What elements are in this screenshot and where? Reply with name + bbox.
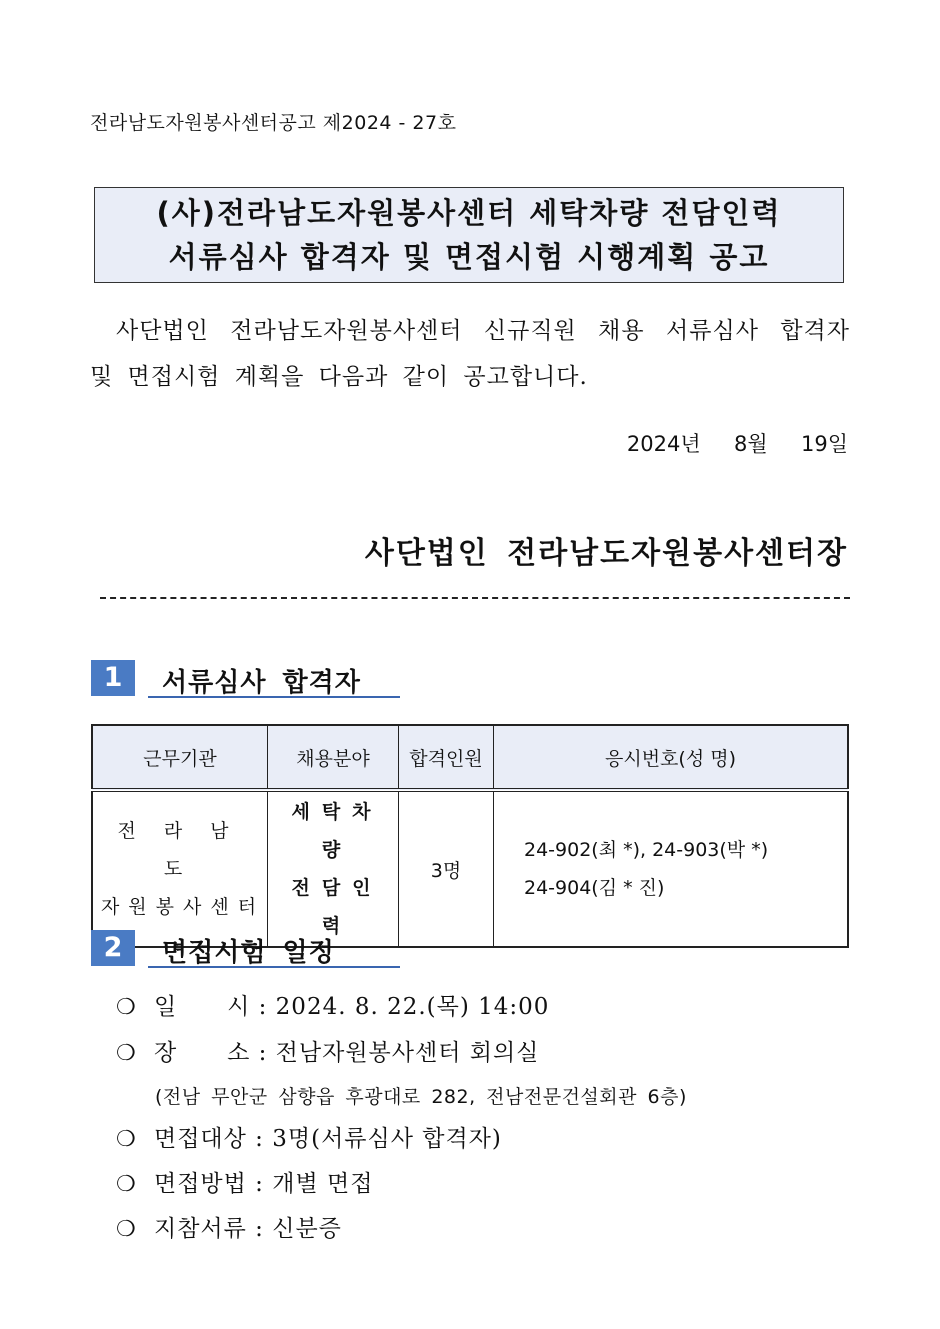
schedule-text: 면접대상 : 3명(서류심사 합격자) — [154, 1126, 502, 1152]
table-header: 채용분야 — [268, 725, 399, 790]
ids-line-1: 24-902(최 *), 24-903(박 *) — [524, 839, 769, 861]
table-header: 응시번호(성 명) — [494, 725, 849, 790]
org-line-1: 전라남도 — [117, 820, 257, 880]
circle-bullet-icon: ❍ — [116, 1217, 137, 1242]
org-line-2: 자원봉사센터 — [100, 896, 266, 918]
table-row — [92, 790, 848, 947]
section-1-number: 1 — [91, 660, 135, 696]
intro-paragraph: 사단법인 전라남도자원봉사센터 신규직원 채용 서류심사 합격자 및 면접시험 계획을 다음과 같이 공고합니다. — [90, 318, 850, 390]
signer: 사단법인 전라남도자원봉사센터장 — [364, 536, 848, 571]
org-cell — [92, 790, 268, 947]
table-header: 근무기관 — [92, 725, 268, 790]
field-line-2: 전담인력 — [291, 877, 383, 937]
schedule-item-documents — [116, 1210, 342, 1243]
circle-bullet-icon: ❍ — [116, 1172, 137, 1197]
table-header-row — [92, 725, 848, 790]
schedule-text: 일 시 : 2024. 8. 22.(목) 14:00 — [154, 994, 550, 1020]
circle-bullet-icon: ❍ — [116, 1127, 137, 1152]
ids-line-2: 24-904(김 * 진) — [524, 877, 665, 899]
title-line-2: 서류심사 합격자 및 면접시험 시행계획 공고 — [168, 240, 770, 274]
schedule-item-place — [116, 1034, 539, 1067]
section-2-underline — [148, 966, 400, 968]
schedule-text: 면접방법 : 개별 면접 — [154, 1171, 374, 1197]
circle-bullet-icon: ❍ — [116, 1041, 137, 1066]
schedule-item-method — [116, 1165, 373, 1198]
notice-date: 2024년 8월 19일 — [626, 432, 848, 456]
schedule-item-target — [116, 1120, 502, 1153]
title-line-1: (사)전라남도자원봉사센터 세탁차량 전담인력 — [156, 196, 782, 230]
title-box — [94, 187, 844, 283]
table-header: 합격인원 — [399, 725, 494, 790]
schedule-text: 장 소 : 전남자원봉사센터 회의실 — [154, 1040, 540, 1066]
circle-bullet-icon: ❍ — [116, 995, 137, 1020]
passer-table — [91, 724, 849, 948]
ids-cell — [494, 790, 849, 947]
section-1-underline — [148, 696, 400, 698]
notice-number: 전라남도자원봉사센터공고 제2024 - 27호 — [90, 112, 457, 134]
count-cell: 3명 — [399, 790, 494, 947]
section-2-title: 면접시험 일정 — [162, 938, 335, 968]
venue-address: (전남 무안군 삼향읍 후광대로 282, 전남전문건설회관 6층) — [155, 1086, 687, 1108]
schedule-text: 지참서류 : 신분증 — [154, 1216, 342, 1242]
field-line-1: 세탁차량 — [291, 801, 383, 861]
section-1-title: 서류심사 합격자 — [162, 668, 361, 698]
section-2-number: 2 — [91, 930, 135, 966]
field-cell — [268, 790, 399, 947]
schedule-item-datetime — [116, 988, 549, 1021]
divider — [100, 597, 850, 599]
